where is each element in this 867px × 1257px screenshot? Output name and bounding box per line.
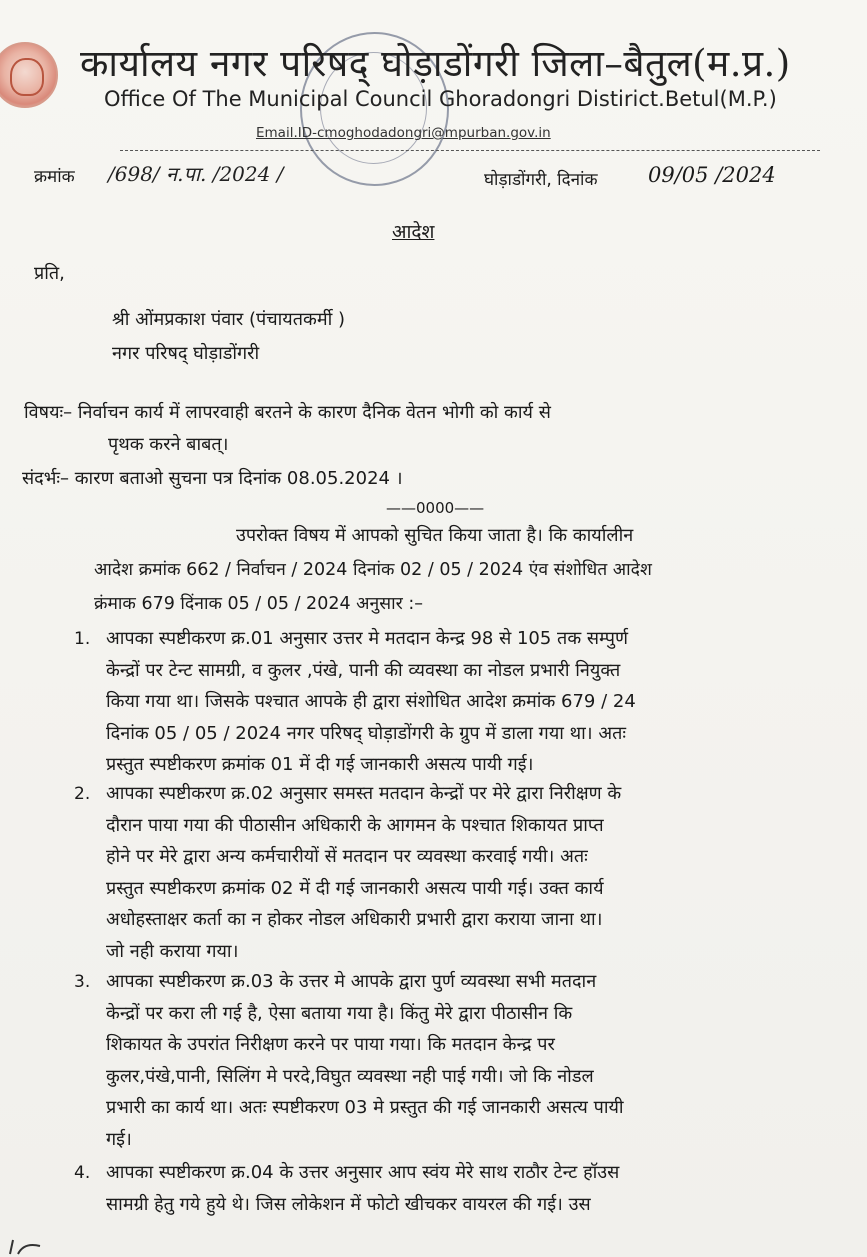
reference-line: संदर्भः– कारण बताओ सुचना पत्र दिनांक 08.05.2024 । (22, 468, 403, 489)
point-text-line: शिकायत के उपरांत निरीक्षण करने पर पाया गया। कि मतदान केन्द्र पर (106, 1034, 555, 1055)
subject-line-1: विषयः– निर्वाचन कार्य में लापरवाही बरतने के कारण दैनिक वेतन भोगी को कार्य से (24, 402, 551, 423)
subject-line-2: पृथक करने बाबत्। (108, 434, 229, 455)
point-number: 3. (74, 972, 91, 992)
document-title: आदेश (392, 221, 435, 243)
point-text-line: प्रस्तुत स्पष्टीकरण क्रमांक 02 में दी गई जानकारी असत्य पायी गई। उक्त कार्य (106, 877, 604, 899)
point-text-line: अधोहस्ताक्षर कर्ता का न होकर नोडल अधिकारी प्रभारी द्वारा कराया जाना था। (106, 909, 603, 930)
point-text-line: आपका स्पष्टीकरण क्र.02 अनुसार समस्त मतदान केन्द्रों पर मेरे द्वारा निरीक्षण के (106, 783, 622, 804)
point-text-line: गई। (106, 1128, 132, 1150)
header-hindi-title: कार्यालय नगर परिषद् घोड़ाडोंगरी जिला–बैतुल(म.प्र.) (80, 42, 791, 85)
point-text-line: प्रस्तुत स्पष्टीकरण क्रमांक 01 में दी गई जानकारी असत्य पायी गई। (106, 754, 534, 775)
point-text-line: आपका स्पष्टीकरण क्र.04 के उत्तर अनुसार आप स्वंय मेरे साथ राठौर टेन्ट हॉउस (106, 1162, 620, 1183)
point-text-line: दिनांक 05 / 05 / 2024 नगर परिषद् घोड़ाडोंगरी के ग्रुप में डाला गया था। अतः (106, 722, 626, 744)
separator: ——0000—— (386, 499, 485, 517)
recipient-name: श्री ओंमप्रकाश पंवार (पंचायतकर्मी ) (112, 309, 345, 330)
point-text-line: केन्द्रों पर टेन्ट सामग्री, व कुलर ,पंखे, पानी की व्यवस्था का नोडल प्रभारी नियुक्त (106, 659, 621, 681)
point-text-line: किया गया था। जिसके पश्चात आपके ही द्वारा संशोधित आदेश क्रमांक 679 / 24 (106, 691, 636, 712)
signature-mark (0, 1232, 60, 1256)
point-text-line: सामग्री हेतु गये हुये थे। जिस लोकेशन में फोटो खीचकर वायरल की गई। उस (106, 1193, 591, 1215)
point-number: 1. (74, 629, 91, 649)
point-text-line: होने पर मेरे द्वारा अन्य कर्मचारीयों सें मतदान पर व्यवस्था करवाई गयी। अतः (106, 846, 588, 867)
to-label: प्रति, (34, 263, 65, 284)
point-text-line: केन्द्रों पर करा ली गई है, ऐसा बताया गया है। किंतु मेरे द्वारा पीठासीन कि (106, 1002, 573, 1024)
intro-line-1: उपरोक्त विषय में आपको सुचित किया जाता है। कि कार्यालीन (236, 525, 634, 546)
point-text-line: प्रभारी का कार्य था। अतः स्पष्टीकरण 03 मे प्रस्तुत की गई जानकारी असत्य पायी (106, 1097, 624, 1118)
place-date-label: घोड़ाडोंगरी, दिनांक (484, 170, 598, 190)
point-text-line: कुलर,पंखे,पानी, सिलिंग मे परदे,विघुत व्यवस्था नही पाई गयी। जो कि नोडल (106, 1065, 594, 1087)
header-english-title: Office Of The Municipal Council Ghoradongri Distirict.Betul(M.P.) (104, 87, 777, 111)
recipient-office: नगर परिषद् घोड़ाडोंगरी (112, 343, 260, 364)
reference-number: /698/ न.पा. /2024 / (108, 162, 284, 186)
council-emblem-icon (0, 42, 58, 108)
point-text-line: जो नही कराया गया। (106, 940, 239, 962)
point-text-line: आपका स्पष्टीकरण क्र.03 के उत्तर मे आपके द्वारा पुर्ण व्यवस्था सभी मतदान (106, 971, 597, 992)
header-divider (120, 150, 820, 151)
intro-line-2: आदेश क्रमांक 662 / निर्वाचन / 2024 दिनांक 02 / 05 / 2024 एंव संशोधित आदेश (94, 560, 652, 580)
order-date: 09/05 /2024 (648, 163, 776, 187)
point-text-line: दौरान पाया गया की पीठासीन अधिकारी के आगमन के पश्चात शिकायत प्राप्त (106, 814, 604, 836)
point-text-line: आपका स्पष्टीकरण क्र.01 अनुसार उत्तर मे मतदान केन्द्र 98 से 105 तक सम्पुर्ण (106, 628, 629, 649)
point-number: 2. (74, 784, 91, 804)
header-email: Email.ID-cmoghodadongri@mpurban.gov.in (256, 125, 551, 141)
reference-label: क्रमांक (34, 167, 75, 187)
intro-line-3: क्रंमाक 679 दिंनाक 05 / 05 / 2024 अनुसार :– (94, 594, 423, 614)
point-number: 4. (74, 1163, 91, 1183)
